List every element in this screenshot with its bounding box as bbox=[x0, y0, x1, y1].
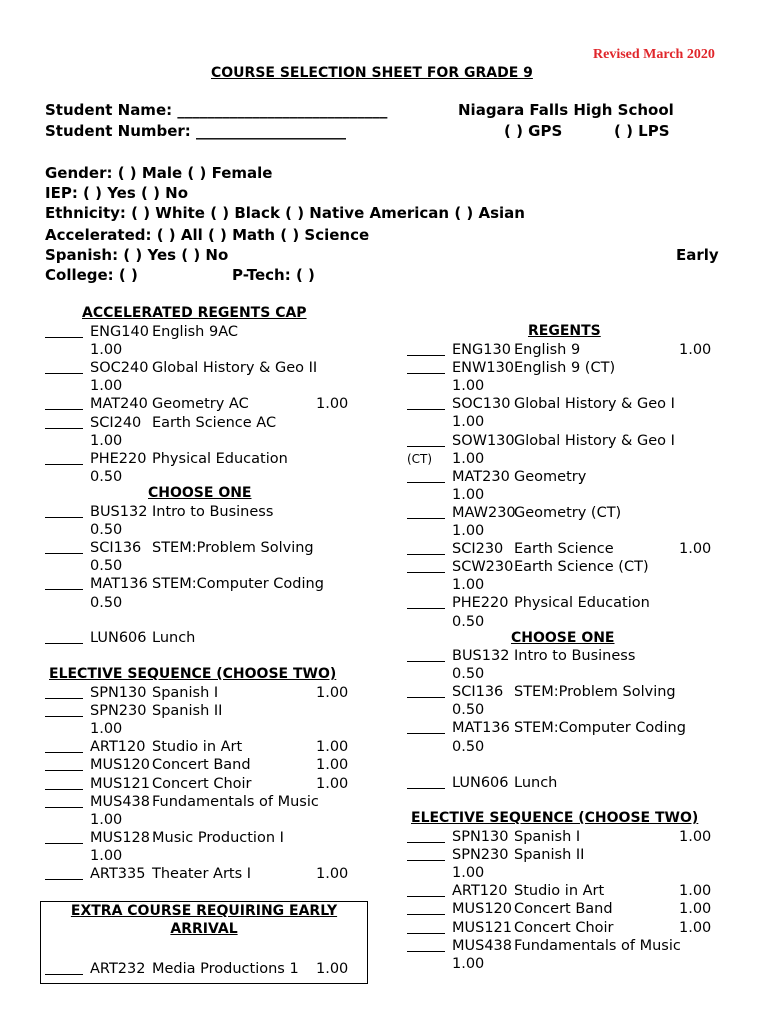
course-code: MUS121 bbox=[90, 775, 151, 792]
course-name: Concert Choir bbox=[152, 775, 252, 792]
lps-checkbox[interactable]: ( ) LPS bbox=[614, 122, 670, 140]
student-name-field[interactable]: Student Name: ____________________________ bbox=[45, 101, 388, 119]
course-row bbox=[407, 683, 719, 701]
course-name: Studio in Art bbox=[514, 883, 605, 900]
course-code: MAT240 bbox=[90, 396, 148, 413]
course-row bbox=[45, 865, 356, 883]
course-code: LUN606 bbox=[90, 630, 147, 646]
course-row bbox=[45, 629, 356, 647]
selection-blank[interactable] bbox=[407, 355, 445, 356]
course-row bbox=[45, 414, 356, 432]
course-credit: 0.50 bbox=[452, 702, 485, 719]
credit-row bbox=[407, 701, 719, 719]
course-code: SOC240 bbox=[90, 360, 149, 377]
course-name: Global History & Geo II bbox=[152, 360, 318, 377]
selection-blank[interactable] bbox=[407, 860, 445, 861]
ethnicity-options[interactable]: Ethnicity: ( ) White ( ) Black ( ) Native American ( ) Asian bbox=[45, 204, 525, 222]
course-row bbox=[407, 774, 719, 792]
course-code: MUS438 bbox=[452, 937, 513, 954]
early-college-option[interactable]: College: ( ) bbox=[45, 266, 138, 284]
course-name: STEM:Computer Coding bbox=[514, 720, 686, 737]
course-code: ART120 bbox=[90, 739, 146, 756]
selection-blank[interactable] bbox=[45, 752, 83, 753]
selection-blank[interactable] bbox=[407, 554, 445, 555]
course-name: Physical Education bbox=[514, 595, 650, 612]
credit-row bbox=[45, 720, 356, 738]
course-credit: 1.00 bbox=[90, 378, 123, 395]
course-code: ART335 bbox=[90, 866, 146, 882]
course-row bbox=[407, 846, 719, 864]
credit-row bbox=[407, 413, 719, 431]
course-name: Lunch bbox=[152, 630, 196, 646]
course-credit: 1.00 bbox=[316, 775, 349, 792]
course-name: Concert Choir bbox=[514, 919, 614, 936]
course-name: Intro to Business bbox=[152, 504, 274, 520]
credit-row bbox=[407, 738, 719, 756]
course-credit: 0.50 bbox=[452, 738, 485, 755]
selection-blank[interactable] bbox=[45, 643, 83, 644]
course-code: SPN130 bbox=[90, 685, 147, 701]
selection-blank[interactable] bbox=[407, 697, 445, 698]
page-title: COURSE SELECTION SHEET FOR GRADE 9 bbox=[211, 65, 533, 81]
course-credit: 1.00 bbox=[679, 919, 712, 936]
course-credit: 1.00 bbox=[316, 739, 349, 756]
course-row bbox=[407, 719, 719, 737]
course-row bbox=[45, 359, 356, 377]
course-credit: 1.00 bbox=[679, 342, 712, 358]
credit-row bbox=[407, 450, 719, 468]
course-name: Fundamentals of Music bbox=[514, 937, 681, 954]
course-row bbox=[45, 323, 356, 341]
course-name: Concert Band bbox=[514, 901, 613, 918]
course-name: English 9 bbox=[514, 342, 581, 358]
course-row bbox=[407, 468, 719, 486]
selection-blank[interactable] bbox=[45, 974, 83, 975]
extra-heading-2: ARRIVAL bbox=[170, 921, 238, 937]
credit-row bbox=[407, 955, 719, 973]
course-name: STEM:Computer Coding bbox=[152, 576, 324, 593]
course-credit: 1.00 bbox=[452, 486, 485, 503]
credit-row bbox=[407, 377, 719, 395]
course-row bbox=[407, 558, 719, 576]
selection-blank[interactable] bbox=[45, 553, 83, 554]
credit-row bbox=[407, 576, 719, 594]
course-credit: 1.00 bbox=[316, 396, 349, 413]
course-code: SCI136 bbox=[90, 540, 142, 557]
course-credit: 0.50 bbox=[90, 522, 123, 539]
course-name: Fundamentals of Music bbox=[152, 793, 319, 810]
selection-blank[interactable] bbox=[45, 879, 83, 880]
credit-row bbox=[45, 341, 356, 359]
ptech-option[interactable]: P-Tech: ( ) bbox=[232, 266, 315, 284]
course-row bbox=[45, 738, 356, 756]
course-name: Geometry (CT) bbox=[514, 504, 622, 521]
right-elective-heading: ELECTIVE SEQUENCE (CHOOSE TWO) bbox=[411, 810, 699, 826]
selection-blank[interactable] bbox=[45, 517, 83, 518]
course-row bbox=[45, 756, 356, 774]
credit-row bbox=[407, 613, 719, 631]
left-heading: ACCELERATED REGENTS CAP bbox=[82, 305, 307, 321]
course-name: Concert Band bbox=[152, 757, 251, 774]
selection-blank[interactable] bbox=[407, 733, 445, 734]
selection-blank[interactable] bbox=[407, 661, 445, 662]
course-name: Music Production I bbox=[152, 829, 284, 846]
course-name: Lunch bbox=[514, 775, 558, 791]
student-number-field[interactable]: Student Number: ____________________ bbox=[45, 122, 347, 140]
selection-blank[interactable] bbox=[45, 770, 83, 771]
course-row bbox=[407, 882, 719, 900]
credit-row bbox=[45, 377, 356, 395]
course-code: ENG140 bbox=[90, 324, 149, 340]
course-credit: 1.00 bbox=[452, 955, 485, 972]
course-row bbox=[45, 775, 356, 793]
course-name: Geometry bbox=[514, 468, 587, 485]
course-name: Earth Science AC bbox=[152, 414, 277, 431]
selection-blank[interactable] bbox=[45, 843, 83, 844]
selection-blank[interactable] bbox=[45, 428, 83, 429]
course-name: Intro to Business bbox=[514, 648, 636, 664]
course-credit: 1.00 bbox=[316, 961, 349, 977]
selection-blank[interactable] bbox=[407, 572, 445, 573]
course-row bbox=[45, 575, 356, 593]
course-name: Earth Science bbox=[514, 541, 614, 558]
course-code: SCW230 bbox=[452, 559, 514, 576]
course-code: MAW230 bbox=[452, 504, 516, 521]
course-credit: 0.50 bbox=[90, 558, 123, 575]
selection-blank[interactable] bbox=[407, 842, 445, 843]
course-code: SOC130 bbox=[452, 396, 511, 413]
right-heading: REGENTS bbox=[528, 323, 601, 339]
spanish-options[interactable]: Spanish: ( ) Yes ( ) No bbox=[45, 246, 229, 264]
course-code: MUS120 bbox=[452, 901, 513, 918]
course-credit: 1.00 bbox=[452, 523, 485, 539]
left-choose-one: CHOOSE ONE bbox=[148, 485, 252, 501]
gender-options[interactable]: Gender: ( ) Male ( ) Female bbox=[45, 164, 273, 182]
course-code: SPN230 bbox=[452, 847, 509, 864]
course-code: PHE220 bbox=[452, 595, 509, 612]
course-code: MAT136 bbox=[90, 576, 148, 593]
course-code: MUS120 bbox=[90, 757, 151, 774]
credit-row bbox=[407, 665, 719, 683]
course-code: SCI230 bbox=[452, 541, 504, 558]
course-code: ENG130 bbox=[452, 342, 511, 358]
course-row bbox=[45, 503, 356, 521]
course-credit: 1.00 bbox=[90, 342, 123, 359]
selection-blank[interactable] bbox=[45, 716, 83, 717]
credit-row bbox=[407, 522, 719, 540]
right-choose-one: CHOOSE ONE bbox=[511, 630, 615, 646]
course-code: ART120 bbox=[452, 883, 508, 900]
gps-checkbox[interactable]: ( ) GPS bbox=[504, 122, 563, 140]
course-row bbox=[407, 919, 719, 937]
course-row bbox=[407, 937, 719, 955]
course-row bbox=[45, 395, 356, 413]
course-code: BUS132 bbox=[452, 648, 510, 664]
course-credit: 1.00 bbox=[679, 901, 712, 918]
selection-blank[interactable] bbox=[407, 788, 445, 789]
course-code: MAT230 bbox=[452, 468, 510, 485]
course-credit: 1.00 bbox=[90, 847, 123, 864]
course-code: SCI136 bbox=[452, 684, 504, 701]
course-code: LUN606 bbox=[452, 775, 509, 791]
course-credit: 1.00 bbox=[679, 883, 712, 900]
course-credit: 0.50 bbox=[452, 613, 485, 630]
course-credit: 1.00 bbox=[679, 541, 712, 558]
course-code: MUS128 bbox=[90, 829, 151, 846]
course-name: English 9AC bbox=[152, 324, 238, 340]
course-row bbox=[407, 432, 719, 450]
course-row bbox=[407, 359, 719, 377]
credit-row bbox=[45, 847, 356, 865]
selection-blank[interactable] bbox=[45, 337, 83, 338]
course-credit: 1.00 bbox=[316, 757, 349, 774]
selection-blank[interactable] bbox=[407, 482, 445, 483]
course-name: Earth Science (CT) bbox=[514, 559, 649, 576]
course-code: SOW130 bbox=[452, 432, 515, 449]
selection-blank[interactable] bbox=[407, 446, 445, 447]
course-name: STEM:Problem Solving bbox=[514, 684, 676, 701]
course-row bbox=[45, 539, 356, 557]
selection-blank[interactable] bbox=[45, 589, 83, 590]
course-credit: 1.00 bbox=[452, 450, 485, 467]
course-credit: 1.00 bbox=[452, 577, 485, 594]
course-credit: 1.00 bbox=[316, 866, 349, 882]
course-credit: 1.00 bbox=[452, 414, 485, 431]
selection-blank[interactable] bbox=[407, 409, 445, 410]
course-row bbox=[407, 341, 719, 359]
left-elective-heading: ELECTIVE SEQUENCE (CHOOSE TWO) bbox=[49, 666, 337, 682]
course-code: ENW130 bbox=[452, 360, 515, 377]
credit-row bbox=[45, 468, 356, 486]
course-row bbox=[407, 828, 719, 846]
course-name: Studio in Art bbox=[152, 739, 243, 756]
course-code: BUS132 bbox=[90, 504, 148, 520]
credit-row bbox=[45, 594, 356, 612]
selection-blank[interactable] bbox=[45, 789, 83, 790]
selection-blank[interactable] bbox=[407, 896, 445, 897]
course-code: PHE220 bbox=[90, 450, 147, 467]
course-name: Spanish II bbox=[152, 703, 223, 720]
course-code: ART232 bbox=[90, 961, 146, 977]
course-row bbox=[45, 450, 356, 468]
accelerated-options[interactable]: Accelerated: ( ) All ( ) Math ( ) Science bbox=[45, 226, 370, 244]
course-row bbox=[407, 395, 719, 413]
course-credit: 1.00 bbox=[679, 829, 712, 845]
ct-prefix: (CT) bbox=[407, 451, 433, 466]
school-name: Niagara Falls High School bbox=[458, 101, 674, 119]
course-credit: 1.00 bbox=[452, 865, 485, 882]
course-name: Global History & Geo I bbox=[514, 432, 675, 449]
course-row bbox=[407, 594, 719, 612]
course-credit: 0.50 bbox=[90, 594, 123, 611]
revised-date: Revised March 2020 bbox=[593, 47, 715, 62]
course-credit: 1.00 bbox=[90, 721, 123, 738]
course-credit: 1.00 bbox=[90, 811, 123, 828]
extra-heading-1: EXTRA COURSE REQUIRING EARLY bbox=[70, 903, 338, 919]
course-name: Physical Education bbox=[152, 450, 288, 467]
credit-row bbox=[45, 521, 356, 539]
course-credit: 1.00 bbox=[452, 378, 485, 395]
course-credit: 1.00 bbox=[90, 432, 123, 449]
selection-blank[interactable] bbox=[407, 518, 445, 519]
selection-blank[interactable] bbox=[45, 373, 83, 374]
credit-row bbox=[45, 557, 356, 575]
course-name: Theater Arts I bbox=[152, 866, 252, 882]
course-name: Spanish I bbox=[514, 829, 581, 845]
course-code: SCI240 bbox=[90, 414, 142, 431]
course-name: English 9 (CT) bbox=[514, 360, 616, 377]
credit-row bbox=[407, 486, 719, 504]
course-code: SPN130 bbox=[452, 829, 509, 845]
course-row bbox=[45, 960, 356, 978]
course-code: MUS438 bbox=[90, 793, 151, 810]
course-row bbox=[407, 647, 719, 665]
selection-blank[interactable] bbox=[407, 951, 445, 952]
selection-blank[interactable] bbox=[45, 807, 83, 808]
course-name: Global History & Geo I bbox=[514, 396, 675, 413]
selection-blank[interactable] bbox=[45, 409, 83, 410]
selection-blank[interactable] bbox=[407, 933, 445, 934]
course-code: MAT136 bbox=[452, 720, 510, 737]
course-name: Geometry AC bbox=[152, 396, 249, 413]
course-row bbox=[45, 793, 356, 811]
credit-row bbox=[407, 864, 719, 882]
course-row bbox=[45, 702, 356, 720]
credit-row bbox=[45, 811, 356, 829]
selection-blank[interactable] bbox=[45, 464, 83, 465]
selection-blank[interactable] bbox=[407, 914, 445, 915]
course-name: STEM:Problem Solving bbox=[152, 540, 314, 557]
selection-blank[interactable] bbox=[407, 608, 445, 609]
course-row bbox=[45, 684, 356, 702]
course-name: Spanish I bbox=[152, 685, 219, 701]
course-credit: 1.00 bbox=[316, 685, 349, 701]
course-credit: 0.50 bbox=[90, 468, 123, 485]
course-row bbox=[407, 900, 719, 918]
course-row bbox=[407, 504, 719, 522]
selection-blank[interactable] bbox=[407, 373, 445, 374]
course-name: Spanish II bbox=[514, 847, 585, 864]
course-row bbox=[45, 829, 356, 847]
course-row bbox=[407, 540, 719, 558]
course-code: SPN230 bbox=[90, 703, 147, 720]
credit-row bbox=[45, 432, 356, 450]
selection-blank[interactable] bbox=[45, 698, 83, 699]
iep-options[interactable]: IEP: ( ) Yes ( ) No bbox=[45, 184, 189, 202]
course-name: Media Productions 1 bbox=[152, 961, 299, 977]
early-label: Early bbox=[676, 246, 719, 264]
course-credit: 0.50 bbox=[452, 666, 485, 683]
course-code: MUS121 bbox=[452, 919, 513, 936]
